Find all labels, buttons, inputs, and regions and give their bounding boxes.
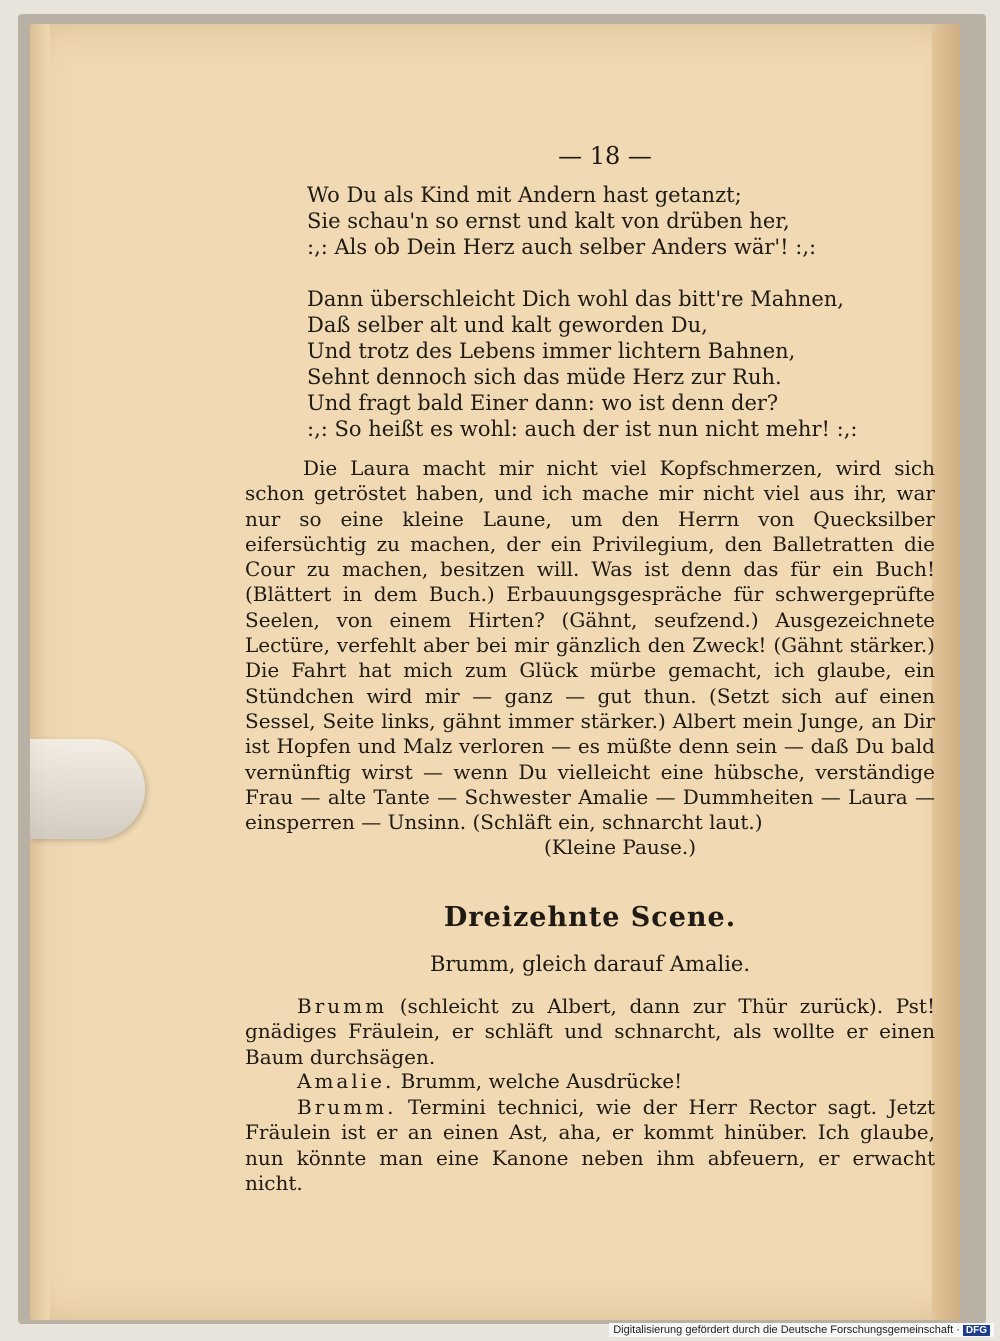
page-gutter xyxy=(30,24,50,1320)
digitization-credit: Digitalisierung gefördert durch die Deutsche Forschungsgemeinschaft · DFG xyxy=(609,1323,994,1337)
verse-stanza-1 xyxy=(307,182,816,260)
stage-direction-pause: (Kleine Pause.) xyxy=(543,835,697,860)
scene-characters: Brumm, gleich darauf Amalie. xyxy=(429,952,751,976)
page-number: — 18 — xyxy=(558,142,652,170)
page-edge xyxy=(932,24,960,1320)
dialogue-line xyxy=(245,1095,935,1196)
dialogue-line xyxy=(245,1069,935,1094)
credit-text: Digitalisierung gefördert durch die Deutsche Forschungsgemeinschaft xyxy=(613,1324,954,1336)
dialogue-text: Brumm, welche Ausdrücke! xyxy=(394,1069,683,1093)
verse-line: Wo Du als Kind mit Andern hast getanzt; xyxy=(307,183,742,207)
verse-line: :,: Als ob Dein Herz auch selber Anders wär'! :,: xyxy=(307,235,817,259)
dialogue-line xyxy=(245,994,935,1070)
verse-line: Sie schau'n so ernst und kalt von drüben her, xyxy=(307,209,790,233)
verse-line: Daß selber alt und kalt geworden Du, xyxy=(307,313,708,337)
speaker-name: Brumm. xyxy=(297,1095,397,1119)
verse-line: Sehnt dennoch sich das müde Herz zur Ruh. xyxy=(307,365,782,389)
speaker-name: Brumm xyxy=(297,994,388,1018)
verse-line: Und fragt bald Einer dann: wo ist denn der? xyxy=(307,391,779,415)
plastic-page-clip xyxy=(30,739,145,839)
verse-line: Und trotz des Lebens immer lichtern Bahnen, xyxy=(307,339,796,363)
dialogue-text: Termini technici, wie der Herr Rector sagt. Jetzt Fräulein ist er an einen Ast, aha, er kommt hinüber. Ich glaube, nun könnte man eine Kanone neben ihm abfeuern, er erwacht nicht. xyxy=(245,1095,935,1195)
speaker-name: Amalie. xyxy=(297,1069,395,1093)
monologue-paragraph xyxy=(245,456,935,861)
scene-heading: Dreizehnte Scene. xyxy=(443,902,737,933)
dialogue-text: (schleicht zu Albert, dann zur Thür zurück). Pst! gnädiges Fräulein, er schläft und schnarcht, als wollte er einen Baum durchsägen. xyxy=(245,994,935,1069)
monologue-text: Die Laura macht mir nicht viel Kopfschmerzen, wird sich schon getröstet haben, und ich mache mir nicht viel aus ihr, war nur so eine kleine Laune, um den Herrn von Quecksilber eifersüchtig zu machen, der ein Privilegium, den Balletratten die Cour zu machen, besitzen will. Was ist denn das für ein Buch! (Blättert in dem Buch.) Erbauungsgespräche für schwergeprüfte Seelen, von einem Hirten? (Gähnt, seufzend.) Ausgezeichnete Lectüre, verfehlt aber bei mir gänzlich den Zweck! (Gähnt stärker.) Die Fahrt hat mich zum Glück mürbe gemacht, ich glaube, ein Stündchen wird mir — ganz — gut thun. (Setzt sich auf einen Sessel, Seite links, gähnt immer stärker.) Albert mein Junge, an Dir ist Hopfen und Malz verloren — es müßte denn sein — daß Du bald vernünftig wirst — wenn Du vielleicht eine hübsche, verständige Frau — alte Tante — Schwester Amalie — Dummheiten — Laura — einsperren — Unsinn. (Schläft ein, schnarcht laut.) xyxy=(245,456,935,835)
verse-line: Dann überschleicht Dich wohl das bitt're Mahnen, xyxy=(307,287,844,311)
book-page xyxy=(30,24,960,1320)
verse-line: :,: So heißt es wohl: auch der ist nun nicht mehr! :,: xyxy=(307,417,858,441)
verse-stanza-2 xyxy=(307,286,857,442)
dfg-logo: DFG xyxy=(963,1325,990,1336)
